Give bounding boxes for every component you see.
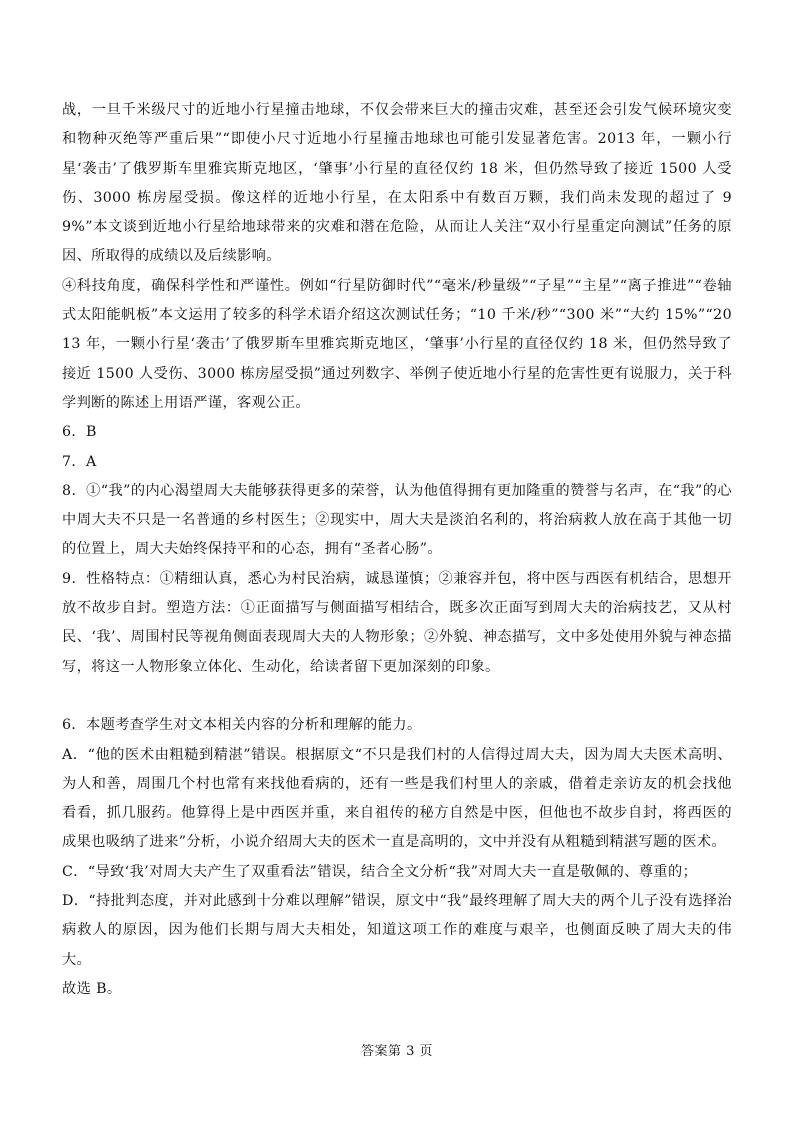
paragraph-intro-continuation: 战，一旦千米级尺寸的近地小行星撞击地球，不仅会带来巨大的撞击灾难，甚至还会引发气候环境灾变和物种灭绝等严重后果”“即使小尺寸近地小行星撞击地球也可能引发显著危害。2013 年，一颗小行星‘袭击’了俄罗斯车里雅宾斯克地区，‘肇事’小行星的直径仅约 18 米，但仍然导致了接近 1500 人受伤、3000 栋房屋受损。像这样的近地小行星，在太阳系中有数百万颗，我们尚未发现的超过了 99%”本文谈到近地小行星给地球带来的灾难和潜在危险，从而让人关注“双小行星重定向测试”任务的原因、所取得的成绩以及后续影响。 — [62, 102, 732, 265]
explanation-6-option-a: A．“他的医术由粗糙到精湛”错误。根据原文“不只是我们村的人信得过周大夫，因为周大夫医术高明、为人和善，周围几个村也常有来找他看病的，还有一些是我们村里人的亲戚，借着走亲访友的机会找他看看，抓几服药。他算得上是中西医并重，来自祖传的秘方自然是中医，但他也不故步自封，将西医的成果也吸纳了进来”分析，小说介绍周大夫的医术一直是高明的，文中并没有从粗糙到精湛写题的医术。 — [62, 746, 732, 851]
explanation-6-intro: 6．本题考查学生对文本相关内容的分析和理解的能力。 — [62, 717, 422, 734]
explanation-6-option-d: D．“持批判态度，并对此感到十分难以理解”错误，原文中“我”最终理解了周大夫的两个儿子没有选择治病救人的原因，因为他们长期与周大夫相处，知道这项工作的难度与艰辛，也侧面反映了周大夫的伟大。 — [62, 893, 732, 968]
answer-6: 6．B — [62, 424, 97, 441]
paragraph-science-angle: ④科技角度，确保科学性和严谨性。例如“行星防御时代”“毫米/秒量级”“子星”“主星”“离子推进”“卷轴式太阳能帆板”本文运用了较多的科学术语介绍这次测试任务；“10 千米/秒”“300 米”“大约 15%”“2013 年，一颗小行星‘袭击’了俄罗斯车里雅宾斯克地区，‘肇事’小行星的直径仅约 18 米，但仍然导致了接近 1500 人受伤、3000 栋房屋受损”通过列数字、举例子使近地小行星的危害性更有说服力，关于科学判断的陈述上用语严谨，客观公正。 — [62, 277, 732, 411]
answer-8: 8．①“我”的内心渴望周大夫能够获得更多的荣誉，认为他值得拥有更加隆重的赞誉与名声，在“我”的心中周大夫不只是一名普通的乡村医生；②现实中，周大夫是淡泊名利的，将治病救人放在高于其他一切的位置上，周大夫始终保持平和的心态，拥有“圣者心肠”。 — [62, 482, 732, 558]
page-footer: 答案第 3 页 — [360, 1044, 434, 1059]
explanation-6-conclusion: 故选 B。 — [62, 980, 122, 997]
page-content — [62, 96, 732, 1004]
explanation-6-option-c: C．“导致‘我’对周大夫产生了双重看法”错误，结合全文分析“我”对周大夫一直是敬佩的、尊重的； — [62, 863, 698, 880]
answer-9: 9．性格特点：①精细认真，悉心为村民治病，诚恳谨慎；②兼容并包，将中医与西医有机结合，思想开放不故步自封。塑造方法：①正面描写与侧面描写相结合，既多次正面写到周大夫的治病技艺，又从村民、‘我’、周围村民等视角侧面表现周大夫的人物形象；②外貌、神态描写，文中多处使用外貌与神态描写，将这一人物形象立体化、生动化，给读者留下更加深刻的印象。 — [62, 570, 732, 675]
answer-7: 7．A — [62, 453, 97, 470]
section-gap — [62, 682, 732, 711]
